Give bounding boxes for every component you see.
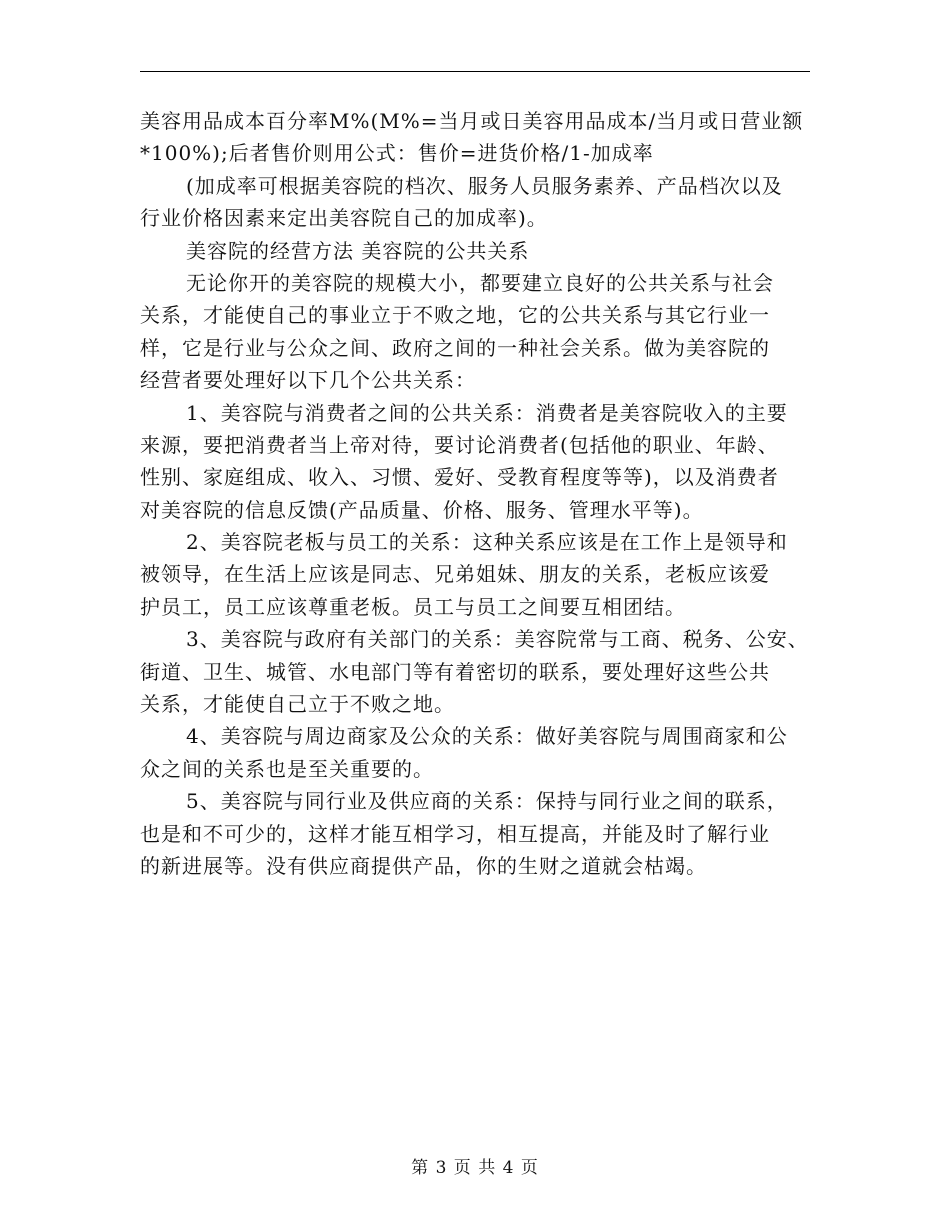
text-line: 街道、卫生、城管、水电部门等有着密切的联系，要处理好这些公共 bbox=[140, 659, 770, 684]
text-line: *100%);后者售价则用公式：售价=进货价格/1-加成率 bbox=[140, 141, 654, 166]
text-line: 美容用品成本百分率M%(M%=当月或日美容用品成本/当月或日营业额 bbox=[140, 109, 804, 133]
list-item-1: 1、美容院与消费者之间的公共关系：消费者是美容院收入的主要 bbox=[186, 400, 788, 425]
text-line: 样，它是行业与公众之间、政府之间的一种社会关系。做为美容院的 bbox=[140, 335, 770, 360]
text-line: 也是和不可少的，这样才能互相学习，相互提高，并能及时了解行业 bbox=[140, 821, 770, 846]
list-item-3: 3、美容院与政府有关部门的关系：美容院常与工商、税务、公安、 bbox=[186, 627, 809, 652]
text-line: 行业价格因素来定出美容院自己的加成率)。 bbox=[140, 206, 548, 231]
text-line: 护员工，员工应该尊重老板。员工与员工之间要互相团结。 bbox=[140, 594, 686, 619]
section-heading: 美容院的经营方法 美容院的公共关系 bbox=[186, 238, 530, 263]
header-rule bbox=[140, 71, 810, 72]
text-line: (加成率可根据美容院的档次、服务人员服务素养、产品档次以及 bbox=[186, 173, 783, 198]
list-item-4: 4、美容院与周边商家及公众的关系：做好美容院与周围商家和公 bbox=[186, 724, 788, 749]
document-body bbox=[140, 105, 820, 882]
list-item-5: 5、美容院与同行业及供应商的关系：保持与同行业之间的联系， bbox=[186, 789, 788, 814]
list-item-2: 2、美容院老板与员工的关系：这种关系应该是在工作上是领导和 bbox=[186, 530, 788, 555]
text-line: 来源，要把消费者当上帝对待，要讨论消费者(包括他的职业、年龄、 bbox=[140, 432, 779, 457]
text-line: 被领导，在生活上应该是同志、兄弟姐妹、朋友的关系，老板应该爱 bbox=[140, 562, 770, 587]
text-line: 关系，才能使自己立于不败之地。 bbox=[140, 692, 455, 717]
text-line: 对美容院的信息反馈(产品质量、价格、服务、管理水平等)。 bbox=[140, 497, 704, 522]
page-number: 第 3 页 共 4 页 bbox=[411, 1158, 539, 1178]
text-line: 经营者要处理好以下几个公共关系： bbox=[140, 368, 476, 393]
text-line: 无论你开的美容院的规模大小，都要建立良好的公共关系与社会 bbox=[186, 270, 774, 295]
text-line: 关系，才能使自己的事业立于不败之地，它的公共关系与其它行业一 bbox=[140, 303, 770, 328]
text-line: 众之间的关系也是至关重要的。 bbox=[140, 756, 434, 781]
text-line: 性别、家庭组成、收入、习惯、爱好、受教育程度等等)，以及消费者 bbox=[140, 465, 779, 490]
text-line: 的新进展等。没有供应商提供产品，你的生财之道就会枯竭。 bbox=[140, 853, 707, 878]
